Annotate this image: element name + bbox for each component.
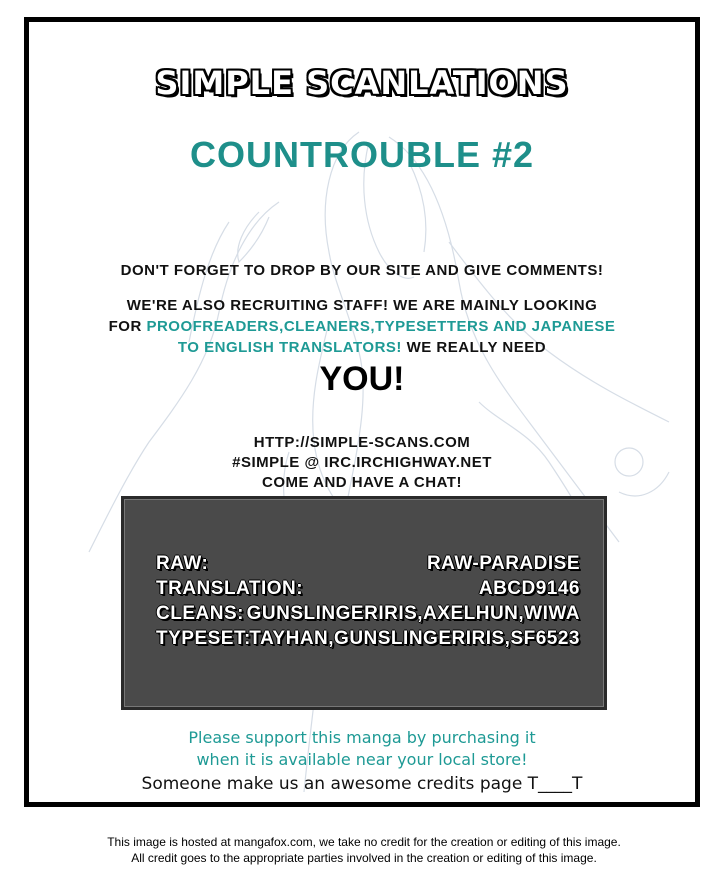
credits-joke: Someone make us an awesome credits page T____T [141,774,583,794]
hosting-notice-2: All credit goes to the appropriate parties involved in the creation or editing of this image. [131,851,597,865]
recruit-line-1: WE'RE ALSO RECRUITING STAFF! WE ARE MAINLY LOOKING [126,297,598,314]
chapter-title: COUNTROUBLE #2 [189,134,535,175]
credit-row-translation [156,578,580,602]
support-line-2: when it is available near your local store! [196,750,528,769]
recruit-line-2 [29,318,695,335]
hosting-notice-1: This image is hosted at mangafox.com, we take no credit for the creation or editing of this image. [107,835,621,849]
recruit-prefix: FOR [108,318,147,335]
credit-row-raw [156,553,580,577]
comment-reminder: DON'T FORGET TO DROP BY OUR SITE AND GIVE COMMENTS! [120,262,604,279]
credit-role: RAW: [156,553,209,574]
you-text: YOU! [319,360,405,398]
credit-names: RAW-PARADISE [426,553,580,574]
chat-invite: COME AND HAVE A CHAT! [262,474,462,491]
recruit-roles-2: TO ENGLISH TRANSLATORS! [177,339,402,356]
recruit-suffix: WE REALLY NEED [401,339,547,356]
credit-role: TYPESET: [156,628,251,649]
credit-row-typeset [156,628,580,652]
credit-names: ABCD9146 [478,578,580,599]
credit-role: CLEANS: [156,603,244,624]
credits-page-frame [24,17,700,807]
site-link[interactable]: HTTP://SIMPLE-SCANS.COM [253,434,471,451]
irc-link[interactable]: #SIMPLE @ IRC.IRCHIGHWAY.NET [232,454,492,471]
recruit-line-3 [29,339,695,356]
credit-role: TRANSLATION: [156,578,304,599]
credits-panel [121,496,607,710]
credit-row-cleans [156,603,580,627]
group-logo: SIMPLE SCANLATIONS [155,64,569,102]
recruit-roles: PROOFREADERS,CLEANERS,TYPESETTERS AND JAPANESE [146,318,616,335]
credit-names: TAYHAN,GUNSLINGERIRIS,SF6523 [249,628,580,649]
credit-names: GUNSLINGERIRIS,AXELHUN,WIWA [246,603,580,624]
support-line-1: Please support this manga by purchasing it [188,728,536,747]
